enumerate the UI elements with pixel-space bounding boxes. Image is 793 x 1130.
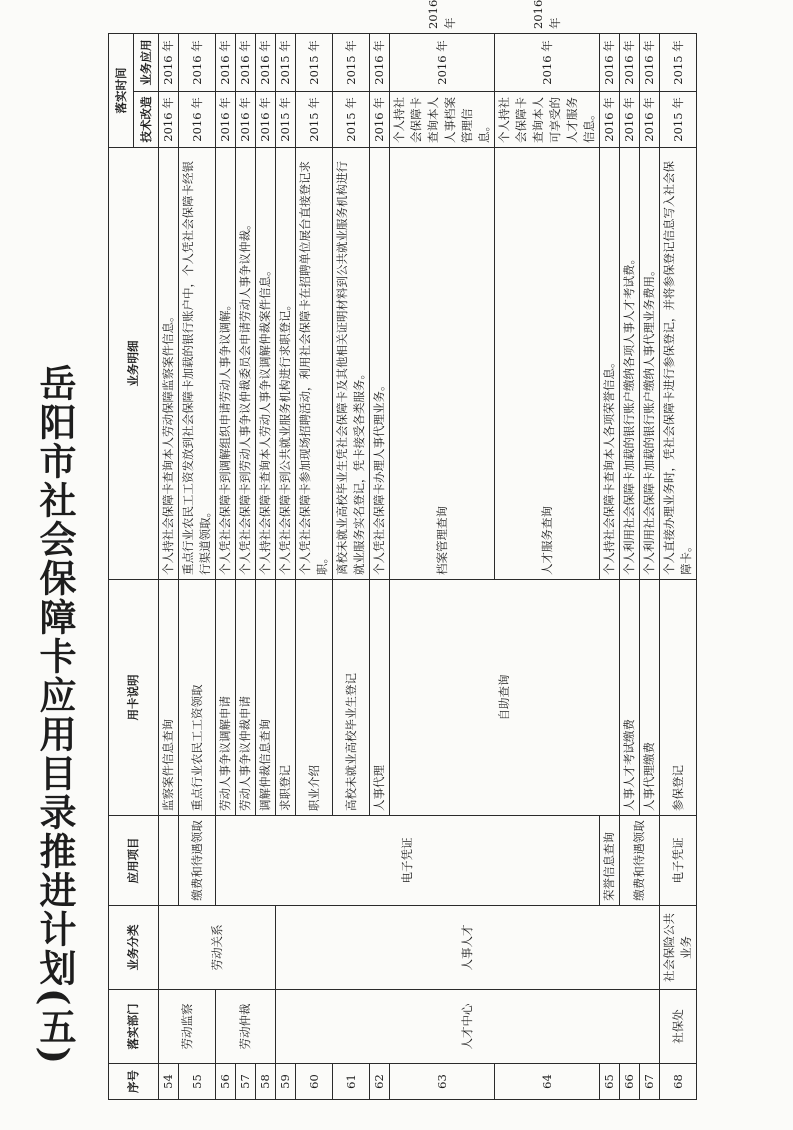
cell-dept: 劳动监察 [159, 990, 216, 1064]
cell-app-item [159, 816, 179, 906]
cell-biz-app: 2016 年 [236, 34, 256, 92]
header-card-desc: 用卡说明 [109, 580, 159, 816]
header-dept: 落实部门 [109, 990, 159, 1064]
table-row: 64 人才服务查询 个人持社会保障卡查询本人可享受的人才服务信息。 2016 年 2016 年 [495, 34, 600, 1100]
cell-tech: 2015 年 [660, 92, 697, 148]
cell-biz-app: 2015 年 [333, 34, 370, 92]
cell-seq: 57 [236, 1064, 256, 1100]
cell-biz-desc: 个人持社会保障卡查询本人可享受的人才服务信息。 [495, 92, 600, 148]
cell-biz-desc: 个人凭社会保障卡到劳动人事争议仲裁委员会申请劳动人事争议仲裁。 [236, 148, 256, 580]
cell-card-desc: 荣誉信息查询 [600, 816, 620, 906]
cell-biz-desc: 个人持社会保障卡查询本人劳动保障监察案件信息。 [159, 148, 179, 580]
header-biz-app: 业务应用 [134, 34, 159, 92]
cell-biz-app: 2016 年 [179, 34, 216, 92]
cell-dept: 社保处 [660, 990, 697, 1064]
cell-seq: 58 [256, 1064, 276, 1100]
catalog-table-rotated [108, 0, 693, 1100]
cell-biz-desc: 个人凭社会保障卡参加现场招聘活动，利用社会保障卡在招聘单位展台直接登记求职。 [296, 148, 333, 580]
cell-dept: 劳动仲裁 [216, 990, 276, 1064]
cell-tech: 2016 年 [390, 34, 495, 92]
cell-tech: 2016 年 [620, 92, 640, 148]
cell-card-desc: 参保登记 [660, 580, 697, 816]
cell-tech: 2016 年 [179, 92, 216, 148]
cell-biz-app: 2016 年 [256, 34, 276, 92]
cell-tech: 2015 年 [296, 92, 333, 148]
cell-card-desc: 调解仲裁信息查询 [256, 580, 276, 816]
cell-card-desc: 监察案件信息查询 [159, 580, 179, 816]
cell-seq: 64 [495, 1064, 600, 1100]
cell-card-desc: 人事人才考试缴费 [620, 580, 640, 816]
cell-card-desc: 档案管理查询 [390, 148, 495, 580]
cell-app-item: 电子凭证 [216, 816, 600, 906]
cell-biz-desc: 离校未就业高校毕业生凭社会保障卡及其他相关证明材料到公共就业服务机构进行就业服务实名登记，凭卡接受各类服务。 [333, 148, 370, 580]
catalog-table [108, 0, 697, 1100]
cell-tech: 2016 年 [640, 92, 660, 148]
cell-seq: 56 [216, 1064, 236, 1100]
cell-tech: 2016 年 [495, 34, 600, 92]
cell-biz-desc: 个人利用社会保障卡加载的银行账户缴纳各项人事人才考试费。 [620, 148, 640, 580]
cell-card-desc: 职业介绍 [296, 580, 333, 816]
cell-biz-app: 2016 年 [216, 34, 236, 92]
cell-app-item: 电子凭证 [660, 816, 697, 906]
cell-tech: 2016 年 [216, 92, 236, 148]
table-row [276, 34, 296, 1100]
table-row: 63 自助查询 档案管理查询 个人持社会保障卡查询本人人事档案管理信息。 2016 年 2016 年 [390, 34, 495, 1100]
cell-seq: 63 [390, 1064, 495, 1100]
cell-seq: 60 [296, 1064, 333, 1100]
cell-card-desc: 重点行业农民工工资领取 [179, 580, 216, 816]
cell-biz-desc: 个人持社会保障卡查询本人各项荣誉信息。 [600, 148, 620, 580]
cell-biz-desc: 个人凭社会保障卡办理人事代理业务。 [370, 148, 390, 580]
cell-biz-desc: 重点行业农民工工资发放到社会保障卡加载的银行账户中，个人凭社会保障卡经银行渠道领取。 [179, 148, 216, 580]
cell-biz-desc: 个人直接办理业务时，凭社会保障卡进行参保登记，并将参保登记信息写入社会保障卡。 [660, 148, 697, 580]
cell-tech: 2015 年 [276, 92, 296, 148]
cell-card-desc: 人事代理 [370, 580, 390, 816]
header-tech: 技术改造 [134, 92, 159, 148]
header-schedule: 落实时间 [109, 34, 134, 148]
cell-app-item: 缴费和待遇领取 [620, 816, 660, 906]
cell-tech: 2016 年 [370, 92, 390, 148]
table-row [660, 34, 697, 1100]
cell-seq: 54 [159, 1064, 179, 1100]
cell-card-desc: 求职登记 [276, 580, 296, 816]
cell-card-desc: 高校未就业高校毕业生登记 [333, 580, 370, 816]
header-row-1 [109, 34, 134, 1100]
cell-biz-app: 2016 年 [370, 34, 390, 92]
header-app-item: 应用项目 [109, 816, 159, 906]
cell-card-desc: 人事代理缴费 [640, 580, 660, 816]
cell-biz-app: 2015 年 [296, 34, 333, 92]
cell-card-desc: 劳动人事争议仲裁申请 [236, 580, 256, 816]
cell-biz-app: 2016 年 [159, 34, 179, 92]
cell-seq: 66 [620, 1064, 640, 1100]
cell-biz-app: 2016 年 [600, 34, 620, 92]
table-row [159, 34, 179, 1100]
cell-biz-cat: 劳动关系 [159, 906, 276, 990]
cell-card-desc: 人才服务查询 [495, 148, 600, 580]
cell-biz-cat: 社会保险公共业务 [660, 906, 697, 990]
cell-tech: 2015 年 [333, 92, 370, 148]
cell-seq: 59 [276, 1064, 296, 1100]
cell-biz-desc: 个人持社会保障卡查询本人人事档案管理信息。 [390, 92, 495, 148]
cell-biz-app: 2016 年 [640, 34, 660, 92]
cell-biz-desc: 个人利用社会保障卡加载的银行账户缴纳人事代理业务费用。 [640, 148, 660, 580]
cell-tech: 2016 年 [236, 92, 256, 148]
cell-biz-desc: 个人凭社会保障卡到调解组织申请劳动人事争议调解。 [216, 148, 236, 580]
cell-tech: 2016 年 [159, 92, 179, 148]
cell-card-desc: 劳动人事争议调解申请 [216, 580, 236, 816]
cell-dept: 人才中心 [276, 990, 660, 1064]
cell-tech: 2016 年 [256, 92, 276, 148]
cell-seq: 65 [600, 1064, 620, 1100]
cell-app-item: 自助查询 [390, 580, 620, 816]
cell-app-item: 缴费和待遇领取 [179, 816, 216, 906]
cell-biz-app: 2015 年 [276, 34, 296, 92]
header-seq: 序号 [109, 1064, 159, 1100]
cell-biz-app: 2015 年 [660, 34, 697, 92]
cell-seq: 68 [660, 1064, 697, 1100]
header-biz-desc: 业务明细 [109, 148, 159, 580]
header-biz-cat: 业务分类 [109, 906, 159, 990]
cell-biz-app: 2016 年 [620, 34, 640, 92]
cell-biz-cat: 人事人才 [276, 906, 660, 990]
cell-seq: 55 [179, 1064, 216, 1100]
cell-biz-desc: 个人凭社会保障卡到公共就业服务机构进行求职登记。 [276, 148, 296, 580]
cell-seq: 62 [370, 1064, 390, 1100]
page-title: 岳阳市社会保障卡应用目录推进计划(五) [33, 363, 77, 1066]
cell-tech: 2016 年 [600, 92, 620, 148]
cell-biz-desc: 个人持社会保障卡查询本人劳动人事争议调解仲裁案件信息。 [256, 148, 276, 580]
cell-seq: 67 [640, 1064, 660, 1100]
cell-seq: 61 [333, 1064, 370, 1100]
